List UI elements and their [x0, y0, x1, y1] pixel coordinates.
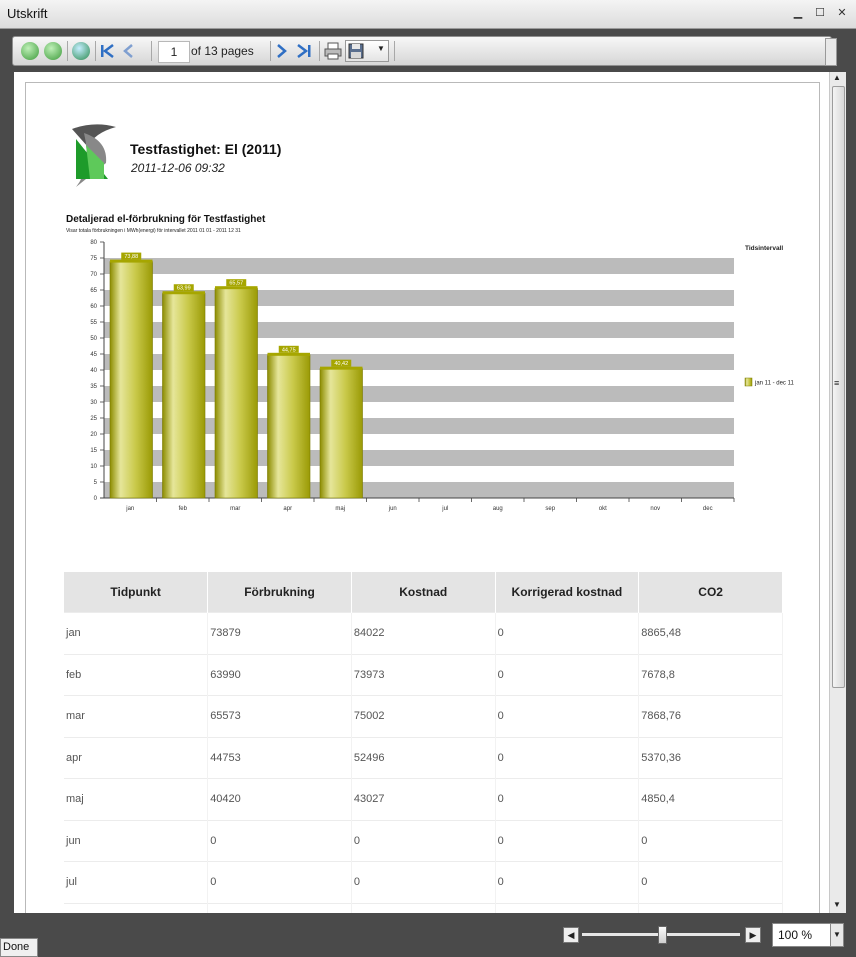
table-header-cell: Förbrukning — [208, 572, 352, 613]
table-header-cell: Kostnad — [351, 572, 495, 613]
y-tick-label: 70 — [90, 272, 97, 278]
data-label: 44,75 — [281, 347, 296, 354]
page-number-input[interactable]: 1 — [158, 41, 190, 63]
y-tick-label: 15 — [90, 448, 97, 454]
y-tick-label: 45 — [90, 352, 97, 358]
table-cell: 0 — [639, 820, 783, 862]
status-text: Done — [0, 938, 38, 957]
scroll-thumb[interactable] — [832, 86, 845, 688]
legend-swatch — [745, 378, 752, 386]
report-toolbar — [12, 36, 832, 66]
table-cell: jul — [64, 862, 208, 904]
table-cell: 0 — [208, 820, 352, 862]
table-cell: 0 — [495, 737, 639, 779]
data-label: 65,57 — [229, 280, 244, 287]
table-cell: jun — [64, 820, 208, 862]
chart-bar — [110, 262, 153, 498]
table-cell: 63990 — [208, 654, 352, 696]
grip-icon: ≡ — [834, 378, 840, 388]
print-icon[interactable] — [324, 42, 342, 60]
scroll-down-icon[interactable]: ▼ — [833, 900, 841, 909]
chevron-down-icon: ▼ — [377, 44, 385, 53]
table-row — [64, 779, 783, 821]
report-date: 2011-12-06 09:32 — [131, 161, 225, 175]
toolbar-separator — [67, 41, 68, 61]
table-cell: 5370,36 — [639, 737, 783, 779]
minimize-button[interactable]: ▁ — [793, 7, 803, 19]
toolbar-separator — [95, 41, 96, 61]
y-tick-label: 20 — [90, 432, 97, 438]
table-cell: 73973 — [351, 654, 495, 696]
x-tick-label: jun — [388, 506, 397, 512]
chevron-down-icon[interactable]: ▼ — [830, 923, 844, 947]
last-page-icon[interactable] — [295, 43, 313, 59]
table-cell: 0 — [495, 654, 639, 696]
toolbar-separator — [319, 41, 320, 61]
forward-icon[interactable] — [44, 42, 62, 60]
table-cell: apr — [64, 737, 208, 779]
y-tick-label: 5 — [93, 480, 97, 486]
scroll-up-icon[interactable]: ▲ — [833, 73, 841, 82]
chart-bar — [320, 369, 363, 498]
next-page-icon[interactable] — [275, 43, 289, 59]
table-cell: 43027 — [351, 779, 495, 821]
y-tick-label: 60 — [90, 304, 97, 310]
table-cell: 0 — [495, 779, 639, 821]
y-tick-label: 75 — [90, 256, 97, 262]
x-tick-label: jul — [442, 506, 449, 512]
close-button[interactable]: ✕ — [837, 7, 847, 19]
table-cell: 75002 — [351, 696, 495, 738]
chart-bar — [215, 288, 258, 498]
vertical-scrollbar[interactable] — [829, 72, 846, 913]
table-row — [64, 862, 783, 904]
x-tick-label: dec — [702, 506, 713, 512]
table-cell: 0 — [495, 820, 639, 862]
table-cell: 52496 — [351, 737, 495, 779]
x-tick-label: sep — [545, 506, 556, 512]
report-title: Testfastighet: El (2011) — [130, 141, 282, 157]
table-cell: 7868,76 — [639, 696, 783, 738]
y-tick-label: 35 — [90, 384, 97, 390]
table-row — [64, 613, 783, 655]
toolbar-separator — [151, 41, 152, 61]
x-tick-label: nov — [650, 506, 661, 512]
y-tick-label: 80 — [90, 240, 97, 246]
table-cell: 7678,8 — [639, 654, 783, 696]
chart-band — [104, 258, 734, 274]
toolbar-separator — [394, 41, 395, 61]
table-cell: 0 — [351, 862, 495, 904]
x-tick-label: jan — [126, 506, 135, 512]
table-cell: 0 — [495, 613, 639, 655]
page-count-label: of 13 pages — [191, 44, 254, 58]
table-cell: 0 — [351, 820, 495, 862]
x-tick-label: maj — [335, 506, 346, 512]
table-cell: 4850,4 — [639, 779, 783, 821]
x-tick-label: feb — [178, 506, 187, 512]
chart-title: Detaljerad el-förbrukning för Testfastighet — [66, 214, 266, 225]
y-tick-label: 10 — [90, 464, 97, 470]
zoom-out-button[interactable]: ◀ — [563, 927, 579, 943]
table-cell: 65573 — [208, 696, 352, 738]
data-label: 73,88 — [124, 254, 139, 261]
table-cell: 40420 — [208, 779, 352, 821]
x-tick-label: okt — [598, 506, 607, 512]
zoom-slider-thumb[interactable] — [658, 926, 667, 944]
refresh-icon[interactable] — [72, 42, 90, 60]
legend-title: Tidsintervall — [745, 245, 784, 252]
export-dropdown[interactable] — [345, 40, 389, 62]
first-page-icon[interactable] — [99, 43, 117, 59]
table-cell: 73879 — [208, 613, 352, 655]
report-viewer — [14, 72, 829, 913]
consumption-chart — [61, 231, 821, 516]
table-row — [64, 737, 783, 779]
window-title: Utskrift — [7, 6, 48, 21]
data-label: 40,42 — [334, 361, 349, 368]
y-tick-label: 65 — [90, 288, 97, 294]
table-cell: 0 — [639, 862, 783, 904]
save-icon — [348, 43, 364, 59]
x-tick-label: aug — [492, 506, 503, 512]
table-cell: 0 — [208, 862, 352, 904]
table-cell: mar — [64, 696, 208, 738]
x-tick-label: mar — [230, 506, 241, 512]
legend-label: jan 11 - dec 11 — [755, 380, 794, 387]
table-header-row — [64, 572, 783, 613]
table-cell: 0 — [495, 696, 639, 738]
table-cell: 44753 — [208, 737, 352, 779]
back-icon[interactable] — [21, 42, 39, 60]
y-tick-label: 25 — [90, 416, 97, 422]
window-title-bar — [0, 0, 856, 29]
maximize-button[interactable]: ☐ — [815, 7, 825, 19]
table-cell: 84022 — [351, 613, 495, 655]
table-cell: maj — [64, 779, 208, 821]
chart-bar — [163, 293, 206, 498]
table-cell: 8865,48 — [639, 613, 783, 655]
table-header-cell: Korrigerad kostnad — [495, 572, 639, 613]
table-cell: feb — [64, 654, 208, 696]
toolbar-overflow-handle[interactable] — [825, 38, 837, 66]
x-tick-label: apr — [283, 506, 293, 512]
toolbar-separator — [270, 41, 271, 61]
table-row — [64, 696, 783, 738]
y-tick-label: 30 — [90, 400, 97, 406]
zoom-in-button[interactable]: ▶ — [745, 927, 761, 943]
table-header-cell: Tidpunkt — [64, 572, 208, 613]
y-tick-label: 0 — [93, 496, 97, 502]
report-page — [25, 82, 820, 924]
chart-bar — [268, 355, 311, 498]
y-tick-label: 55 — [90, 320, 97, 326]
chart-subtitle: Visar totala förbrukningen i MWh(energi) för intervallet 2011 01 01 - 2011 12 31 — [66, 228, 241, 234]
zoom-select[interactable]: 100 % — [772, 923, 837, 947]
company-logo — [64, 123, 120, 189]
y-tick-label: 50 — [90, 336, 97, 342]
data-label: 63,99 — [176, 285, 191, 292]
consumption-table — [64, 572, 783, 944]
table-row — [64, 820, 783, 862]
previous-page-icon[interactable] — [121, 43, 135, 59]
table-header-cell: CO2 — [639, 572, 783, 613]
table-cell: 0 — [495, 862, 639, 904]
y-tick-label: 40 — [90, 368, 97, 374]
table-row — [64, 654, 783, 696]
table-cell: jan — [64, 613, 208, 655]
